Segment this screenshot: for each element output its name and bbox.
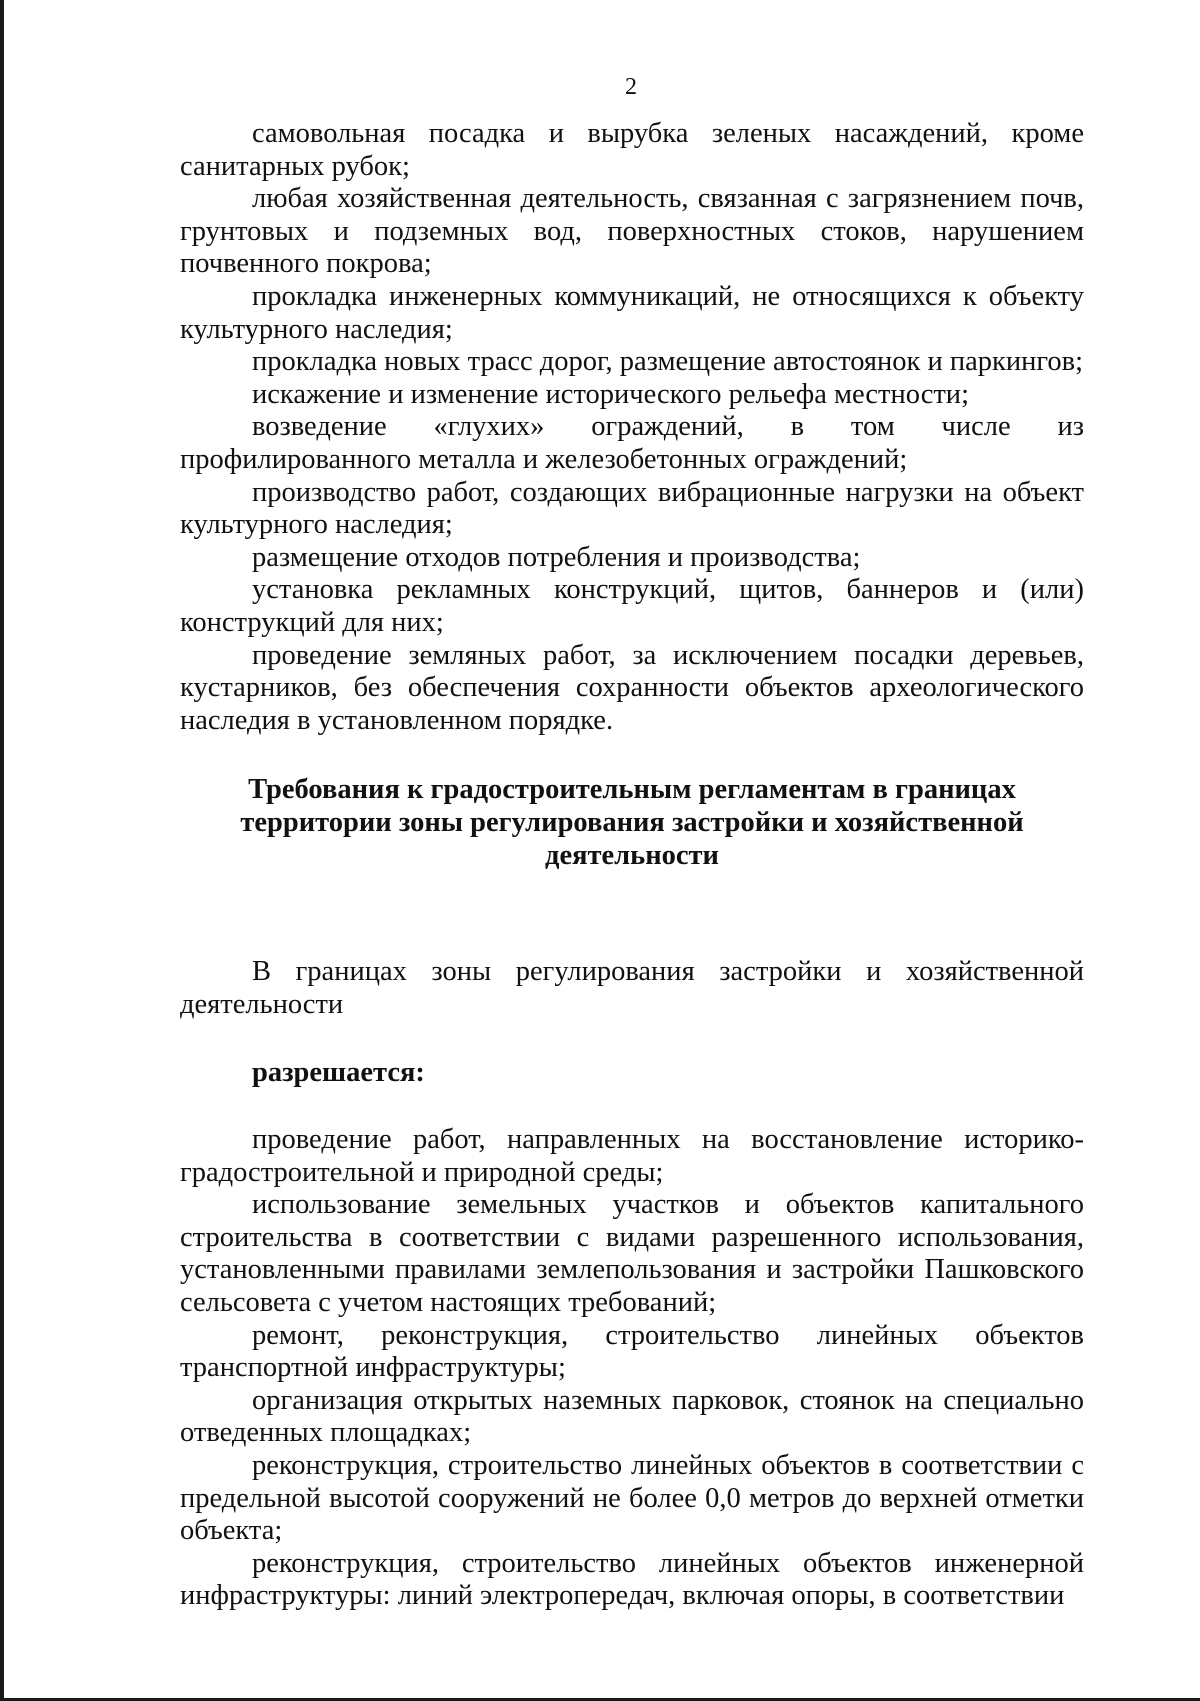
section-heading xyxy=(180,773,1084,872)
paragraph: использование земельных участков и объектов капитального строительства в соответствии с видами разрешенного использования, установленными правилами землепользования и застройки Пашковского сельсовета с учетом настоящих требований; xyxy=(180,1189,1084,1319)
paragraph: проведение земляных работ, за исключением посадки деревьев, кустарников, без обеспечения сохранности объектов археологического наследия в установленном порядке. xyxy=(180,639,1084,736)
paragraph: прокладка инженерных коммуникаций, не относящихся к объекту культурного наследия; xyxy=(180,280,1084,345)
paragraph: ремонт, реконструкция, строительство линейных объектов транспортной инфраструктуры; xyxy=(180,1319,1084,1384)
paragraph: самовольная посадка и вырубка зеленых насаждений, кроме санитарных рубок; xyxy=(180,118,1084,182)
heading-line: деятельности xyxy=(545,840,719,872)
paragraph: установка рекламных конструкций, щитов, баннеров и (или) конструкций для них; xyxy=(180,574,1084,638)
paragraph: размещение отходов потребления и производства; xyxy=(252,541,861,573)
document-body xyxy=(180,118,1084,1613)
paragraph: любая хозяйственная деятельность, связанная с загрязнением почв, грунтовых и подземных вод, поверхностных стоков, нарушением почвенного покрова; xyxy=(180,183,1084,280)
page-number: 2 xyxy=(625,74,637,100)
paragraph: возведение «глухих» ограждений, в том числе из профилированного металла и железобетонных ограждений; xyxy=(180,411,1084,475)
paragraph: прокладка новых трасс дорог, размещение автостоянок и паркингов; xyxy=(252,346,1083,378)
paragraph: реконструкция, строительство линейных объектов инженерной инфраструктуры: линий электропередач, включая опоры, в соответствии xyxy=(180,1547,1084,1612)
paragraph: искажение и изменение исторического рельефа местности; xyxy=(252,378,969,410)
paragraph: производство работ, создающих вибрационные нагрузки на объект культурного наследия; xyxy=(180,476,1084,541)
paragraph: организация открытых наземных парковок, стоянок на специально отведенных площадках; xyxy=(180,1384,1084,1449)
subheading: разрешается: xyxy=(252,1057,425,1089)
intro-paragraph: В границах зоны регулирования застройки и хозяйственной деятельности xyxy=(180,956,1084,1020)
heading-line: территории зоны регулирования застройки и хозяйственной xyxy=(240,807,1024,839)
scan-left-edge xyxy=(0,0,4,1701)
paragraph: реконструкция, строительство линейных объектов в соответствии с предельной высотой сооружений не более 0,0 метров до верхней отметки объекта; xyxy=(180,1450,1084,1547)
heading-line: Требования к градостроительным регламентам в границах xyxy=(248,774,1016,806)
paragraph: проведение работ, направленных на восстановление историко-градостроительной и природной среды; xyxy=(180,1124,1084,1188)
